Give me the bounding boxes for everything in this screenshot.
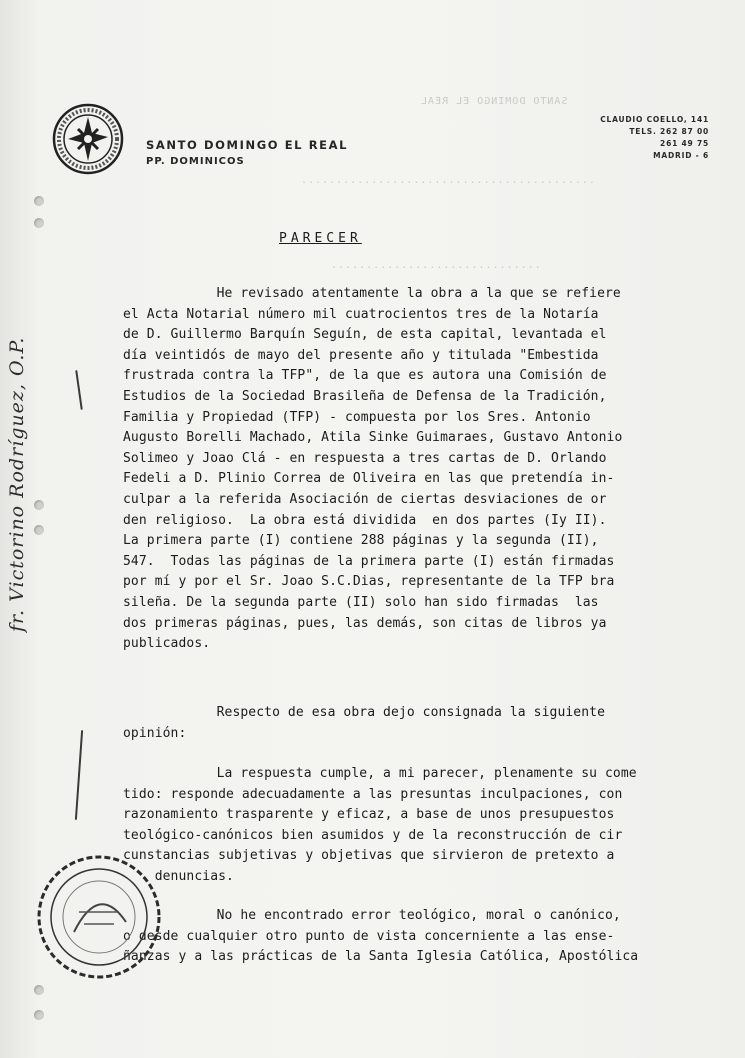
show-through-text: SANTO DOMINGO EL REAL: [420, 96, 568, 107]
handwritten-signature: fr. Victorino Rodríguez, O.P.: [6, 336, 28, 632]
show-through-text: ..........................................: [300, 175, 595, 186]
body-line: Respecto de esa obra dejo consignada la siguiente: [216, 705, 605, 720]
show-through-text: ..............................: [330, 260, 541, 271]
signature-stroke: [75, 730, 83, 820]
body-line: razonamiento trasparente y eficaz, a base de unos presupuestos: [123, 807, 615, 823]
body-line: He revisado atentamente la obra a la que se refiere: [216, 286, 621, 301]
body-line: de D. Guillermo Barquín Seguín, de esta capital, levantada el: [123, 327, 607, 343]
letterhead-name: SANTO DOMINGO EL REAL: [146, 138, 349, 152]
body-line: sileña. De la segunda parte (II) solo han sido firmadas las: [123, 595, 599, 610]
body-line: publicados.: [123, 636, 211, 652]
body-line: No he encontrado error teológico, moral o canónico,: [216, 908, 621, 923]
body-line: Familia y Propiedad (TFP) - compuesta por los Sres. Antonio: [123, 409, 591, 425]
address-city: MADRID - 6: [653, 151, 709, 160]
notary-stamp-icon: [34, 852, 164, 982]
body-line: La primera parte (I) contiene 288 páginas y la segunda (II),: [123, 533, 599, 549]
body-line: dos primeras páginas, pues, las demás, son citas de libros ya: [123, 615, 607, 631]
body-line: Estudios de la Sociedad Brasileña de Defensa de la Tradición,: [123, 389, 607, 404]
dominican-seal-icon: [52, 103, 124, 175]
body-line: ñanzas y a las prácticas de la Santa Iglesia Católica, Apostólica: [123, 949, 639, 965]
address-street: CLAUDIO COELLO, 141: [600, 115, 709, 124]
body-line: día veintidós de mayo del presente año y titulada "Embestida: [123, 347, 599, 363]
body-line: 547. Todas las páginas de la primera parte (I) están firmadas: [123, 553, 615, 569]
body-line: Augusto Borelli Machado, Atila Sinke Guimaraes, Gustavo Antonio: [123, 430, 623, 446]
body-line: den religioso. La obra está dividida en dos partes (Iy II).: [123, 512, 607, 528]
document-title: PARECER: [279, 231, 362, 246]
body-line: Fedeli a D. Plinio Correa de Oliveira en las que pretendía in-: [123, 471, 615, 487]
signature-stroke: [75, 370, 83, 410]
address-phone-2: 261 49 75: [660, 139, 709, 148]
letterhead-address: [600, 114, 709, 162]
body-line: o desde cualquier otro punto de vista concerniente a las ense-: [123, 928, 615, 944]
body-line: el Acta Notarial número mil cuatrocientos tres de la Notaría: [123, 306, 599, 322]
body-line: tido: responde adecuadamente a las presuntas inculpaciones, con: [123, 786, 623, 802]
body-line: opinión:: [123, 725, 187, 741]
letterhead-subtitle: PP. DOMINICOS: [146, 156, 245, 167]
body-line: teológico-canónicos bien asumidos y de la reconstrucción de cir: [123, 827, 623, 843]
body-line: por mí y por el Sr. Joao S.C.Dias, representante de la TFP bra: [123, 574, 615, 590]
body-line: La respuesta cumple, a mi parecer, plenamente su come: [216, 766, 637, 781]
body-line: Solimeo y Joao Clá - en respuesta a tres cartas de D. Orlando: [123, 450, 607, 466]
body-line: culpar a la referida Asociación de ciertas desviaciones de or: [123, 492, 607, 507]
body-line: cunstancias subjetivas y objetivas que sirvieron de pretexto a: [123, 848, 615, 864]
body-line: denuncias.: [123, 869, 234, 884]
body-line: frustrada contra la TFP", de la que es autora una Comisión de: [123, 368, 607, 384]
address-phone-1: TELS. 262 87 00: [629, 127, 709, 136]
